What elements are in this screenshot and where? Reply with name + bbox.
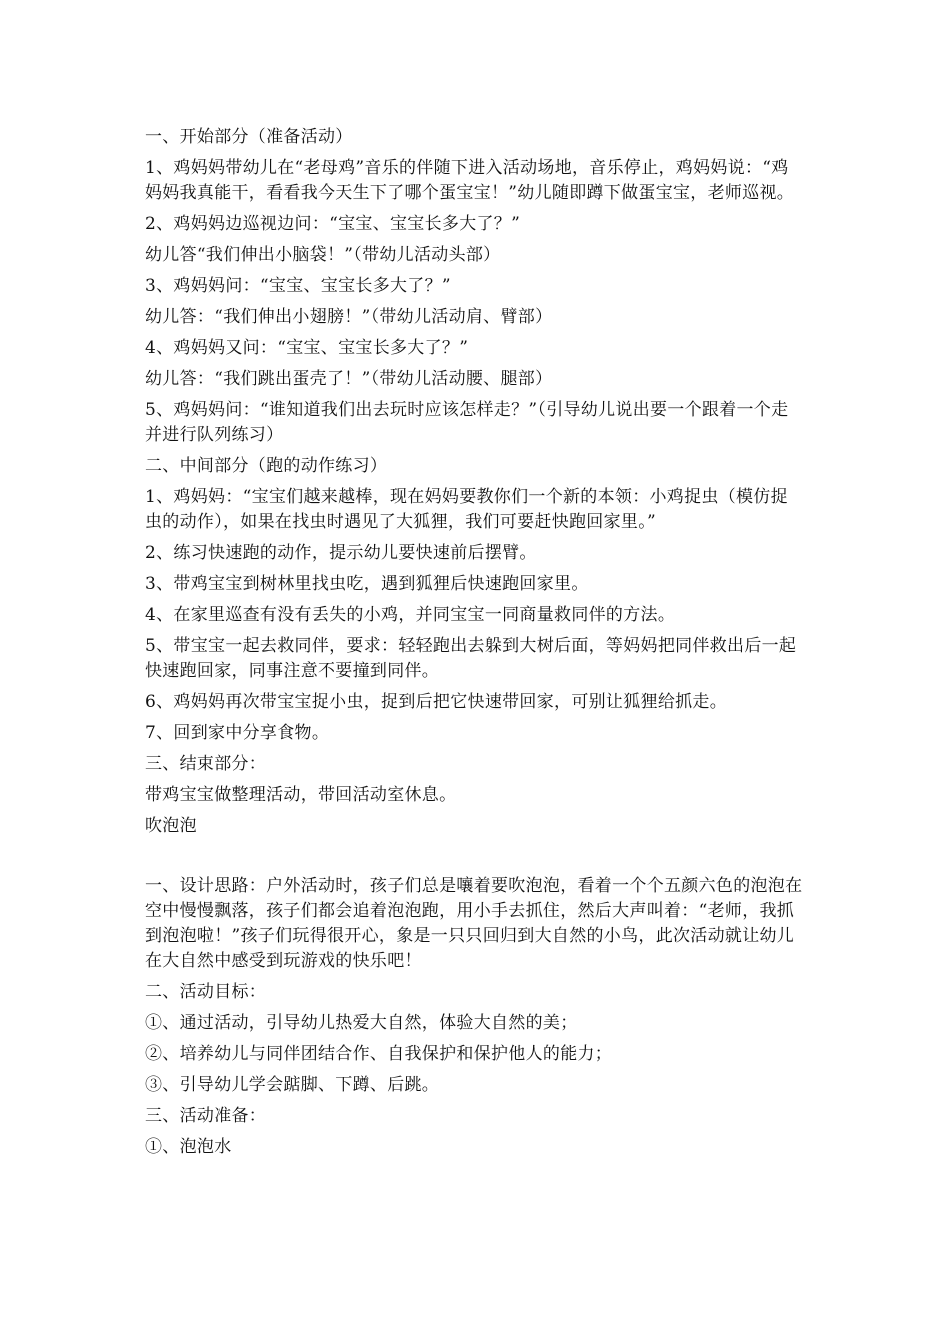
document-title: 吹泡泡	[145, 816, 197, 836]
list-item: ①、泡泡水	[145, 1137, 232, 1157]
paragraph: 一、设计思路：户外活动时，孩子们总是嚷着要吹泡泡，看着一个个五颜六色的泡泡在空中慢慢飘落，孩子们都会追着泡泡跑，用小手去抓住，然后大声叫着：“老师，我抓到泡泡啦！”孩子们玩得很开心，象是一只只回归到大自然的小鸟，此次活动就让幼儿在大自然中感受到玩游戏的快乐吧！	[145, 876, 803, 971]
section-heading-start: 一、开始部分（准备活动）	[145, 127, 353, 147]
paragraph: 6、鸡妈妈再次带宝宝捉小虫，捉到后把它快速带回家，可别让狐狸给抓走。	[145, 692, 728, 712]
paragraph: 1、鸡妈妈：“宝宝们越来越棒，现在妈妈要教你们一个新的本领：小鸡捉虫（模仿捉虫的动作），如果在找虫时遇见了大狐狸，我们可要赶快跑回家里。”	[145, 487, 788, 532]
section-heading-prep: 三、活动准备：	[145, 1106, 267, 1126]
paragraph: 5、鸡妈妈问：“谁知道我们出去玩时应该怎样走？”（引导幼儿说出要一个跟着一个走并进行队列练习）	[145, 400, 789, 445]
paragraph: 3、带鸡宝宝到树林里找虫吃，遇到狐狸后快速跑回家里。	[145, 574, 589, 594]
paragraph: 1、鸡妈妈带幼儿在“老母鸡”音乐的伴随下进入活动场地，音乐停止，鸡妈妈说：“鸡妈妈我真能干，看看我今天生下了哪个蛋宝宝！”幼儿随即蹲下做蛋宝宝，老师巡视。	[145, 158, 795, 203]
paragraph: 带鸡宝宝做整理活动，带回活动室休息。	[145, 785, 457, 805]
paragraph: 7、回到家中分享食物。	[145, 723, 330, 743]
section-heading-middle: 二、中间部分（跑的动作练习）	[145, 456, 388, 476]
section-heading-goals: 二、活动目标：	[145, 982, 267, 1002]
paragraph: 4、在家里巡查有没有丢失的小鸡，并同宝宝一同商量救同伴的方法。	[145, 605, 676, 625]
paragraph: 幼儿答：“我们伸出小翅膀！”（带幼儿活动肩、臂部）	[145, 307, 553, 327]
list-item: ③、引导幼儿学会踮脚、下蹲、后跳。	[145, 1075, 440, 1095]
paragraph: 3、鸡妈妈问：“宝宝、宝宝长多大了？”	[145, 276, 451, 296]
paragraph: 4、鸡妈妈又问：“宝宝、宝宝长多大了？”	[145, 338, 469, 358]
paragraph: 5、带宝宝一起去救同伴，要求：轻轻跑出去躲到大树后面，等妈妈把同伴救出后一起快速跑回家，同事注意不要撞到同伴。	[145, 636, 797, 681]
paragraph: 幼儿答：“我们跳出蛋壳了！”（带幼儿活动腰、腿部）	[145, 369, 553, 389]
paragraph: 幼儿答“我们伸出小脑袋！”（带幼儿活动头部）	[145, 245, 501, 265]
paragraph: 2、鸡妈妈边巡视边问：“宝宝、宝宝长多大了？”	[145, 214, 521, 234]
document-body	[145, 125, 805, 1166]
section-heading-end: 三、结束部分：	[145, 754, 267, 774]
paragraph: 2、练习快速跑的动作，提示幼儿要快速前后摆臂。	[145, 543, 537, 563]
list-item: ②、培养幼儿与同伴团结合作、自我保护和保护他人的能力；	[145, 1044, 613, 1064]
list-item: ①、通过活动，引导幼儿热爱大自然，体验大自然的美；	[145, 1013, 578, 1033]
